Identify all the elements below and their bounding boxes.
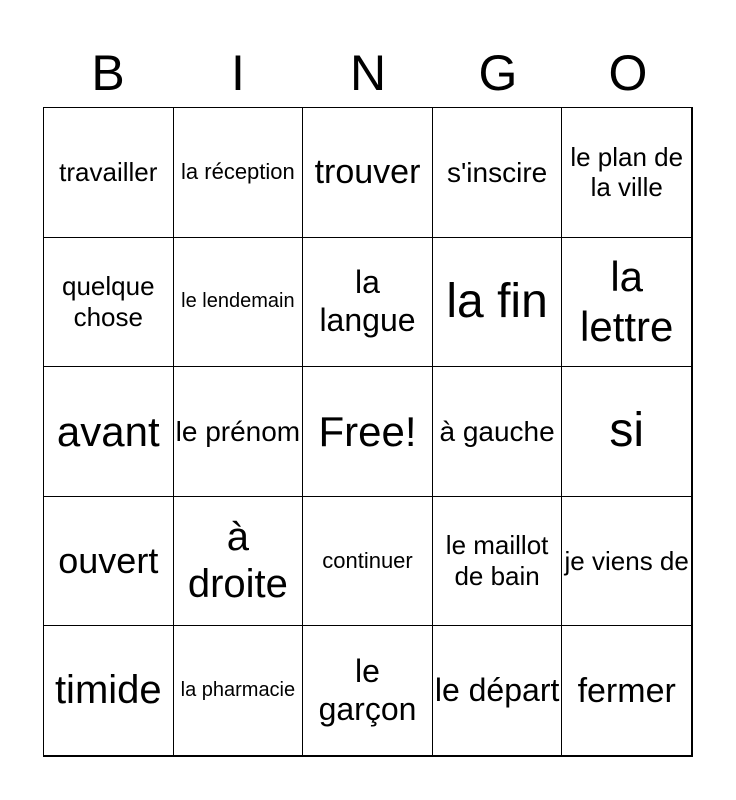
- bingo-cell[interactable]: timide: [43, 625, 174, 756]
- header-letter-g: G: [478, 45, 518, 101]
- bingo-cell[interactable]: le prénom: [173, 366, 304, 497]
- bingo-cell[interactable]: je viens de: [561, 496, 692, 627]
- bingo-cell[interactable]: quelque chose: [43, 237, 174, 368]
- bingo-cell[interactable]: la lettre: [561, 237, 692, 368]
- bingo-cell[interactable]: à droite: [173, 496, 304, 627]
- header-letter-i: I: [231, 45, 245, 101]
- bingo-cell[interactable]: le maillot de bain: [432, 496, 563, 627]
- bingo-cell[interactable]: ouvert: [43, 496, 174, 627]
- bingo-cell[interactable]: la réception: [173, 107, 304, 238]
- free-space[interactable]: Free!: [302, 366, 433, 497]
- bingo-cell[interactable]: le plan de la ville: [561, 107, 692, 238]
- bingo-cell[interactable]: le lendemain: [173, 237, 304, 368]
- bingo-cell[interactable]: la fin: [432, 237, 563, 368]
- header-letter-n: N: [349, 45, 387, 101]
- header-letter-o: O: [608, 45, 648, 101]
- bingo-cell[interactable]: trouver: [302, 107, 433, 238]
- bingo-cell[interactable]: si: [561, 366, 692, 497]
- bingo-cell[interactable]: travailler: [43, 107, 174, 238]
- bingo-cell[interactable]: le départ: [432, 625, 563, 756]
- bingo-cell[interactable]: fermer: [561, 625, 692, 756]
- bingo-cell[interactable]: la langue: [302, 237, 433, 368]
- header-letter-b: B: [91, 45, 125, 101]
- bingo-cell[interactable]: s'inscire: [432, 107, 563, 238]
- bingo-header: [43, 40, 693, 106]
- bingo-cell[interactable]: à gauche: [432, 366, 563, 497]
- bingo-grid: [43, 107, 693, 757]
- bingo-cell[interactable]: continuer: [302, 496, 433, 627]
- bingo-cell[interactable]: le garçon: [302, 625, 433, 756]
- bingo-cell[interactable]: la pharmacie: [173, 625, 304, 756]
- bingo-cell[interactable]: avant: [43, 366, 174, 497]
